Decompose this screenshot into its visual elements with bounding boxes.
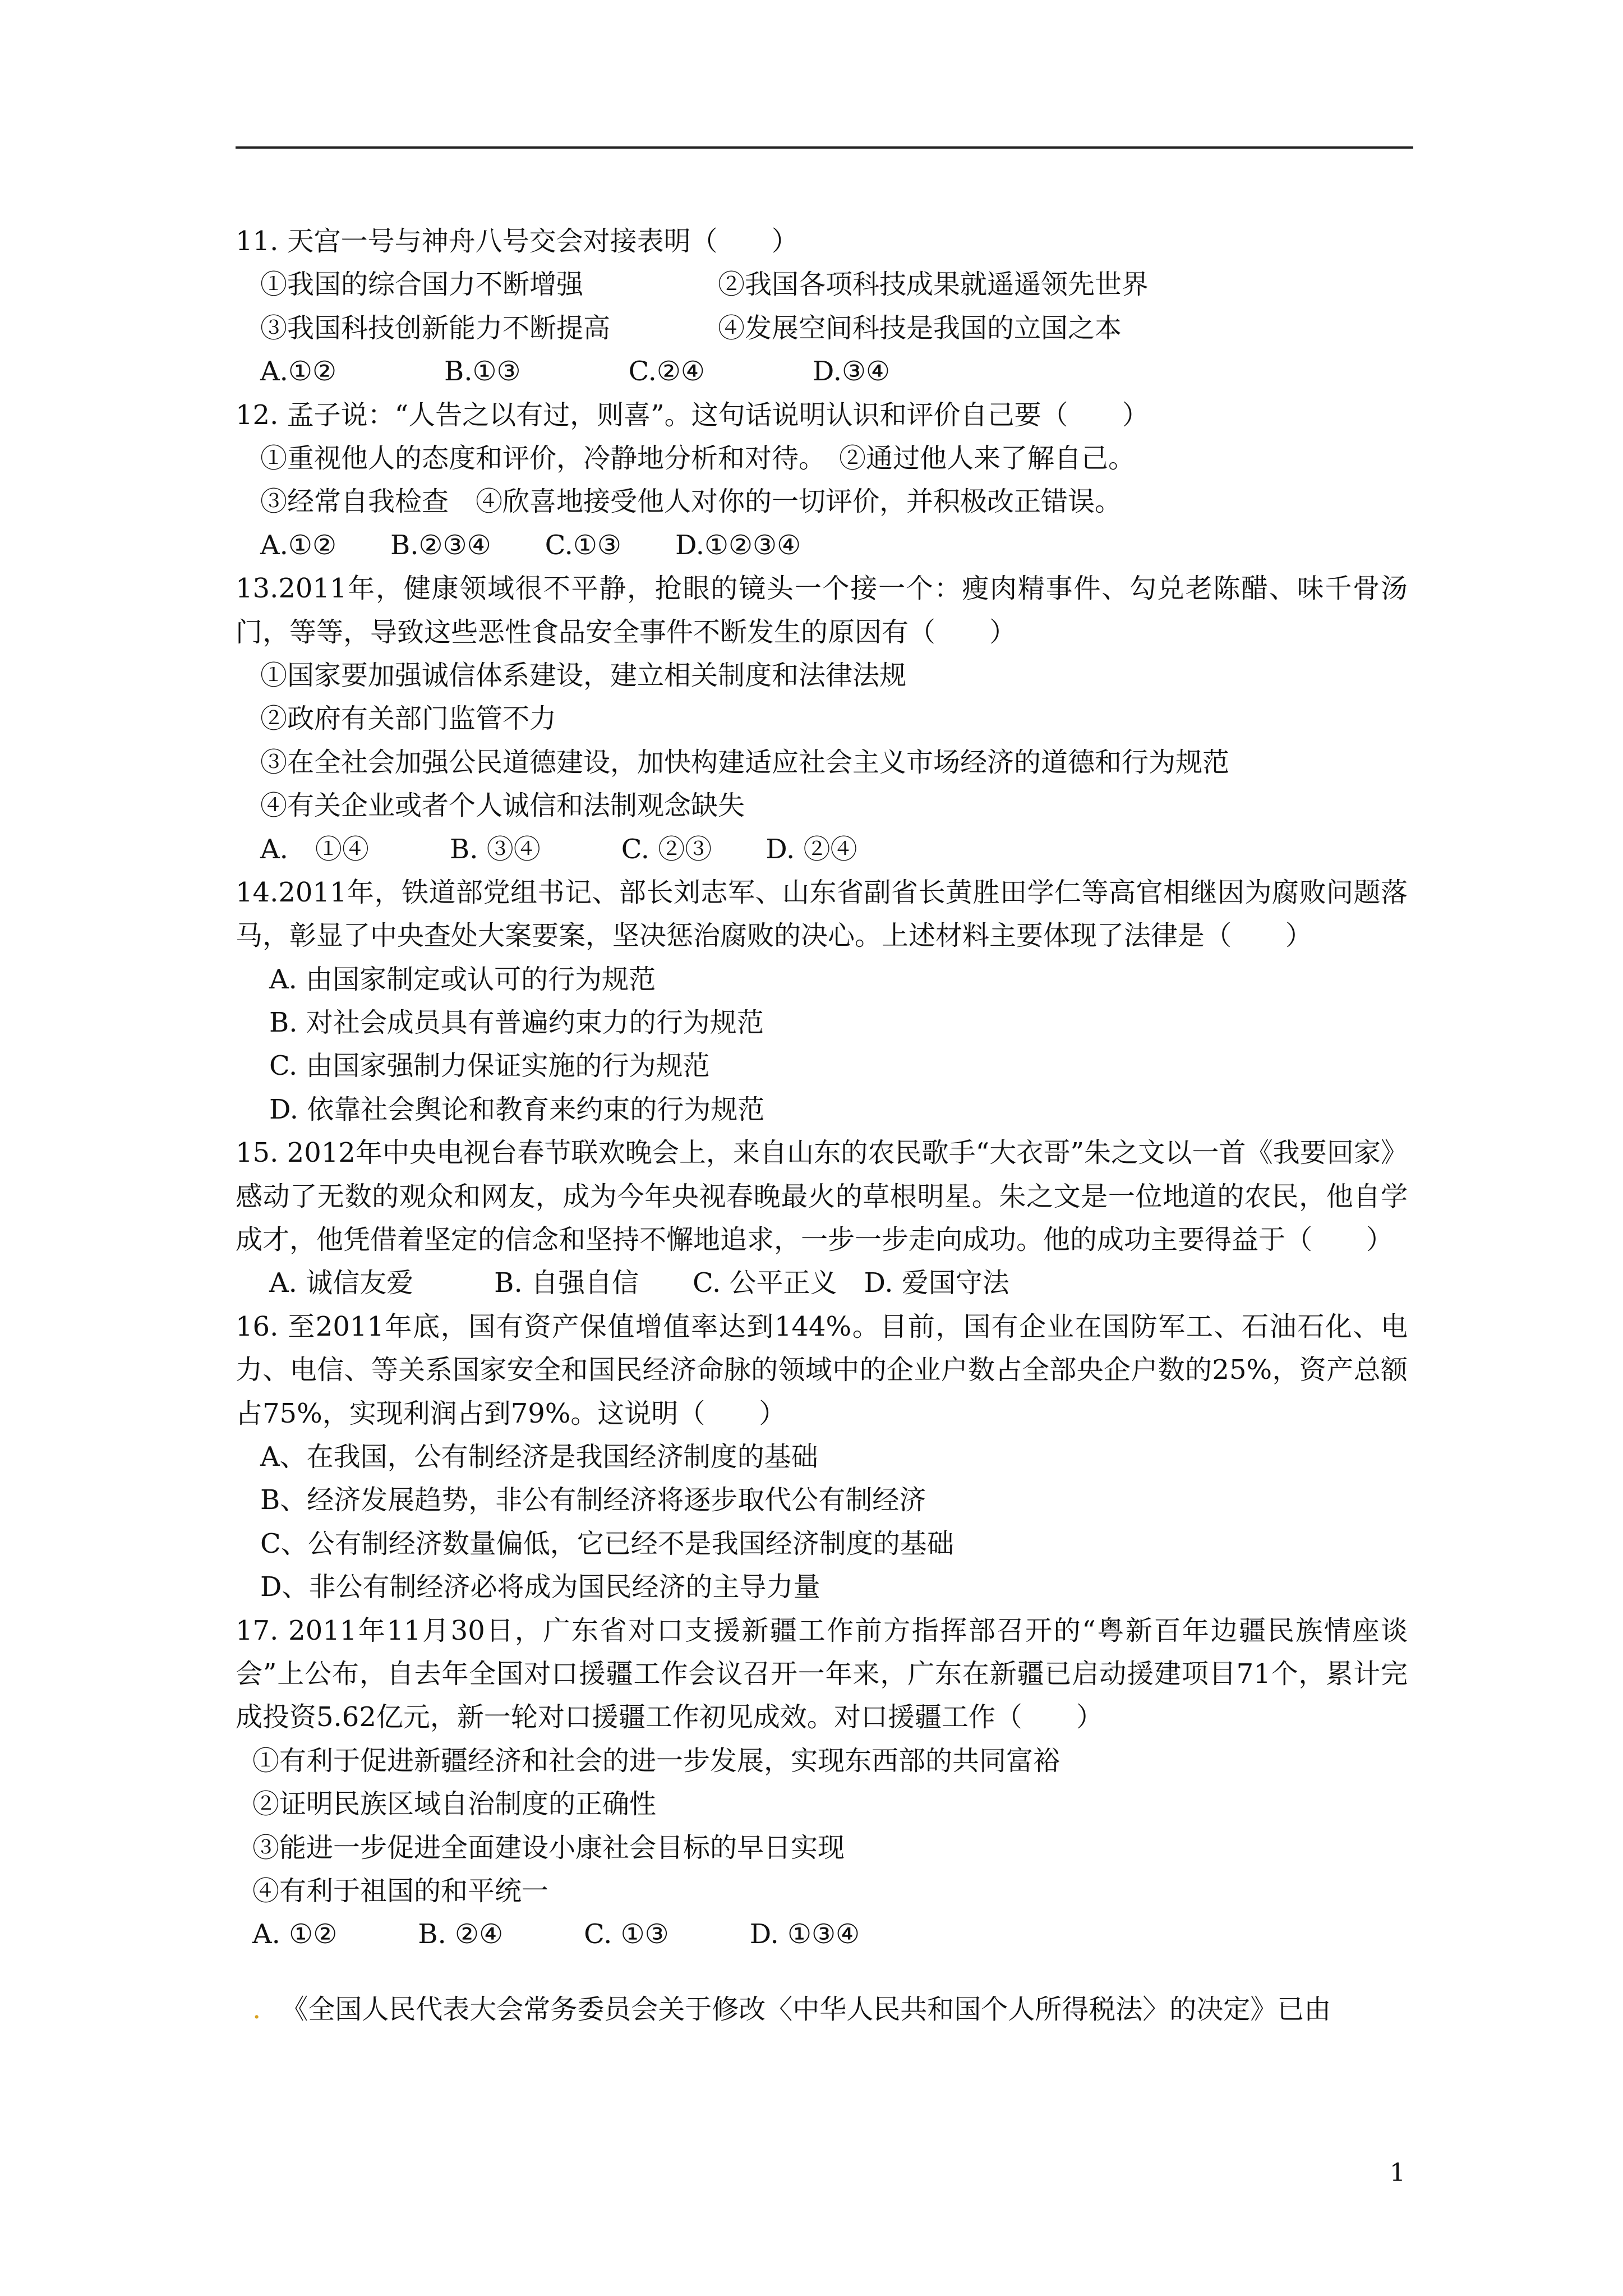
answer-options: A. 诚信友爱 B. 自强自信 C. 公平正义 D. 爱国守法 <box>269 1267 1009 1299</box>
page-number: 1 <box>1390 2159 1405 2187</box>
question-list <box>236 220 1408 2031</box>
question-stem: 11. 天宫一号与神舟八号交会对接表明（ ） <box>236 226 799 257</box>
answer-option: A. 由国家制定或认可的行为规范 <box>269 963 656 995</box>
question-14 <box>236 871 1408 1131</box>
statement: ②政府有关部门监管不力 <box>260 703 557 735</box>
answer-option: A、在我国，公有制经济是我国经济制度的基础 <box>260 1441 818 1473</box>
statement: ①重视他人的态度和评价，冷静地分析和对待。 ②通过他人来了解自己。 <box>260 442 1136 474</box>
question-17 <box>236 1609 1408 1957</box>
statement: ①国家要加强诚信体系建设，建立相关制度和法律法规 <box>260 659 907 691</box>
statement: ③能进一步促进全面建设小康社会目标的早日实现 <box>252 1832 845 1864</box>
answer-option: D、非公有制经济必将成为国民经济的主导力量 <box>260 1571 820 1603</box>
answer-options: A. ①② B. ②④ C. ①③ D. ①③④ <box>252 1918 860 1950</box>
question-12 <box>236 394 1408 568</box>
statement: ①我国的综合国力不断增强 ②我国各项科技成果就遥遥领先世界 <box>260 269 1149 301</box>
question-13 <box>236 567 1408 871</box>
answer-option: B、经济发展趋势，非公有制经济将逐步取代公有制经济 <box>260 1484 926 1516</box>
answer-option: C、公有制经济数量偏低，它已经不是我国经济制度的基础 <box>260 1527 954 1559</box>
question-stem: 17. 2011年11月30日，广东省对口支援新疆工作前方指挥部召开的“粤新百年边疆民族情座谈会”上公布，自去年全国对口援疆工作会议召开一年来，广东在新疆已启动援建项目71个，累计完成投资5.62亿元，新一轮对口援疆工作初见成效。对口援疆工作（ ） <box>236 1614 1408 1733</box>
statement: ④有关企业或者个人诚信和法制观念缺失 <box>260 790 745 822</box>
question-stem: 16. 至2011年底，国有资产保值增值率达到144%。目前，国有企业在国防军工、石油石化、电力、电信、等关系国家安全和国民经济命脉的领域中的企业户数占全部央企户数的25%，资产总额占75%，实现利润占到79%。这说明（ ） <box>236 1310 1408 1429</box>
header-rule <box>236 146 1413 149</box>
statement: ①有利于促进新疆经济和社会的进一步发展，实现东西部的共同富裕 <box>252 1745 1061 1777</box>
statement: ③我国科技创新能力不断提高 ④发展空间科技是我国的立国之本 <box>260 312 1122 344</box>
statement: ②证明民族区域自治制度的正确性 <box>252 1788 657 1820</box>
spacer <box>236 1957 1408 1988</box>
question-stem: 12. 孟子说：“人告之以有过，则喜”。这句话说明认识和评价自己要（ ） <box>236 399 1149 431</box>
question-11 <box>236 220 1408 394</box>
trailing-paragraph <box>236 1988 1408 2031</box>
answer-options: A.①② B.①③ C.②④ D.③④ <box>260 356 891 388</box>
trailing-text: 《全国人民代表大会常务委员会关于修改〈中华人民共和国个人所得税法〉的决定》已由 <box>281 1993 1331 2025</box>
statement: ④有利于祖国的和平统一 <box>252 1875 549 1907</box>
statement: ③经常自我检查 ④欣喜地接受他人对你的一切评价，并积极改正错误。 <box>260 486 1122 518</box>
answer-options: A. ①④ B. ③④ C. ②③ D. ②④ <box>260 833 857 865</box>
question-15 <box>236 1131 1408 1305</box>
question-stem: 13.2011年，健康领域很不平静，抢眼的镜头一个接一个：瘦肉精事件、勾兑老陈醋、味千骨汤门，等等，导致这些恶性食品安全事件不断发生的原因有（ ） <box>236 573 1408 648</box>
question-stem: 15. 2012年中央电视台春节联欢晚会上，来自山东的农民歌手“大衣哥”朱之文以一首《我要回家》感动了无数的观众和网友，成为今年央视春晚最火的草根明星。朱之文是一位地道的农民，他自学成才，他凭借着坚定的信念和坚持不懈地追求，一步一步走向成功。他的成功主要得益于（ ） <box>236 1137 1408 1256</box>
answer-options: A.①② B.②③④ C.①③ D.①②③④ <box>260 529 801 561</box>
answer-option: B. 对社会成员具有普遍约束力的行为规范 <box>269 1007 764 1039</box>
answer-option: D. 依靠社会舆论和教育来约束的行为规范 <box>269 1093 765 1125</box>
question-16 <box>236 1305 1408 1609</box>
marker-dot: . <box>252 1993 261 2025</box>
statement: ③在全社会加强公民道德建设，加快构建适应社会主义市场经济的道德和行为规范 <box>260 746 1230 778</box>
question-stem: 14.2011年，铁道部党组书记、部长刘志军、山东省副省长黄胜田学仁等高官相继因为腐败问题落马，彰显了中央查处大案要案，坚决惩治腐败的决心。上述材料主要体现了法律是（ ） <box>236 876 1408 952</box>
answer-option: C. 由国家强制力保证实施的行为规范 <box>269 1050 710 1082</box>
